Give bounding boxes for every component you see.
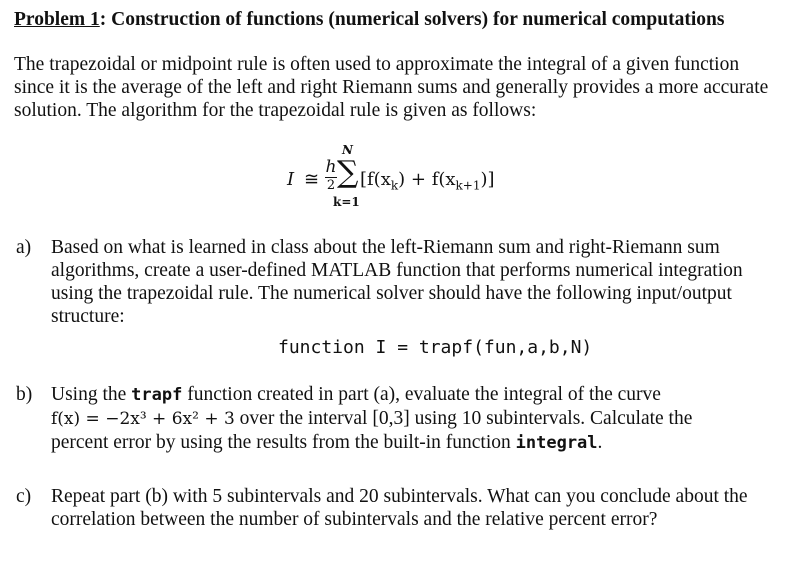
- part-a-marker: a): [16, 237, 32, 258]
- trapezoidal-formula: [287, 140, 547, 220]
- part-b-marker: b): [16, 384, 33, 405]
- part-a-line: using the trapezoidal rule. The numerical solver should have the following input/output: [51, 283, 732, 304]
- subscript-k1: k+1: [455, 178, 481, 193]
- part-a-line: algorithms, create a user-defined MATLAB function that performs numerical integration: [51, 260, 743, 281]
- summand-part: )]: [480, 169, 495, 190]
- inline-code: trapf: [131, 385, 183, 405]
- problem-label: Problem 1: [14, 9, 100, 30]
- inline-code: integral: [515, 433, 598, 453]
- fraction-denominator: 2: [326, 178, 336, 193]
- part-b-text: [51, 383, 791, 455]
- summand-part: [f(x: [360, 169, 391, 190]
- intro-line: since it is the average of the left and right Riemann sums and generally provides a more accurate: [14, 77, 769, 98]
- part-b-line: [51, 407, 791, 431]
- part-a-text: [51, 236, 791, 328]
- part-a-line: structure:: [51, 306, 125, 327]
- part-c-line: Repeat part (b) with 5 subintervals and 20 subintervals. What can you conclude about the: [51, 486, 748, 507]
- part-c-text: [51, 485, 791, 531]
- part-b-line: [51, 431, 791, 455]
- text-run: .: [597, 432, 603, 453]
- part-a-line: Based on what is learned in class about the left-Riemann sum and right-Riemann sum: [51, 237, 720, 258]
- intro-line: solution. The algorithm for the trapezoidal rule is given as follows:: [14, 100, 537, 121]
- problem-title: [14, 9, 724, 31]
- formula-summand: [360, 169, 495, 193]
- summand-part: ) + f(x: [398, 169, 456, 190]
- text-run: function created in part (a), evaluate the integral of the curve: [182, 384, 661, 405]
- text-run: Using the: [51, 384, 132, 405]
- part-c-line: correlation between the number of subintervals and the relative percent error?: [51, 509, 658, 530]
- formula-fraction: [325, 158, 337, 193]
- part-c-marker: c): [16, 486, 32, 507]
- sum-lower-limit: k=1: [333, 195, 360, 209]
- summation-sign: ∑: [337, 155, 359, 190]
- fraction-numerator: h: [325, 157, 337, 177]
- sum-upper-limit: N: [342, 143, 353, 157]
- intro-paragraph: [14, 53, 799, 122]
- text-run: percent error by using the results from the built-in function: [51, 432, 516, 453]
- part-b-line: [51, 383, 791, 407]
- problem-title-text: : Construction of functions (numerical solvers) for numerical computations: [99, 9, 725, 30]
- subscript-k: k: [390, 178, 399, 193]
- intro-line: The trapezoidal or midpoint rule is often used to approximate the integral of a given function: [14, 54, 740, 75]
- formula-approx-sign: ≅: [304, 169, 320, 190]
- curve-equation: f(x) = −2x³ + 6x² + 3: [51, 409, 235, 429]
- text-run: over the interval [0,3] using 10 subintervals. Calculate the: [234, 408, 693, 429]
- formula-lhs: I: [287, 169, 295, 190]
- function-signature: function I = trapf(fun,a,b,N): [278, 337, 593, 358]
